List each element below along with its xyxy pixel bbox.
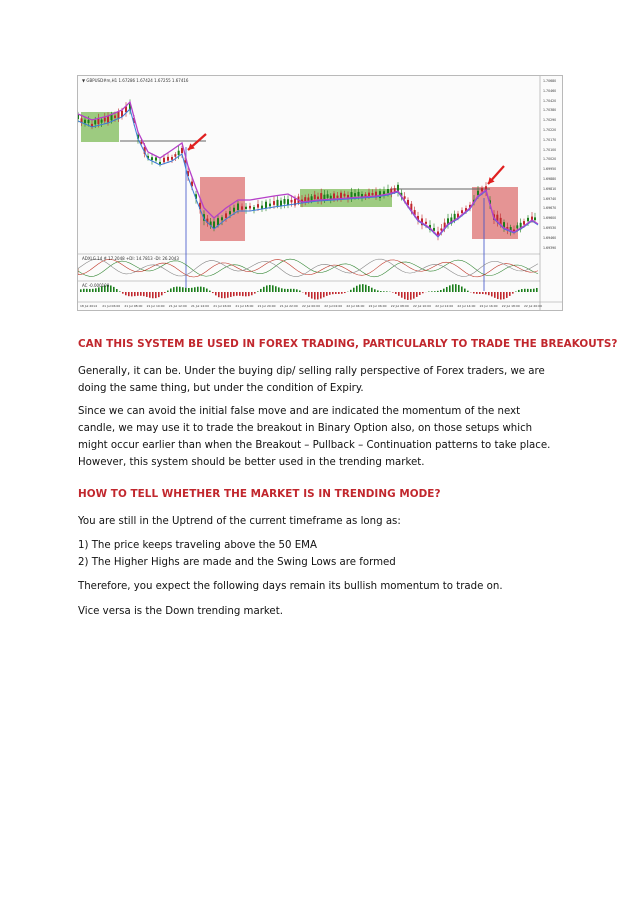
time-tick-label: 22 Jul 14:00 <box>457 304 476 308</box>
ac-histogram-bar <box>350 290 352 292</box>
ac-histogram-bar <box>449 285 451 292</box>
ac-histogram-bar <box>293 289 295 292</box>
candle-body <box>151 157 153 160</box>
candle-body <box>425 222 427 224</box>
ac-histogram-bar <box>125 292 127 295</box>
candle-body <box>527 218 529 221</box>
time-tick-label: 22 Jul 04:00 <box>346 304 365 308</box>
ac-histogram-bar <box>230 292 232 297</box>
ac-histogram-bar <box>269 285 271 292</box>
section-heading-forex-breakouts: CAN THIS SYSTEM BE USED IN FOREX TRADING, PARTICULARLY TO TRADE THE BREAKOUTS? <box>78 338 618 350</box>
candle-body <box>372 193 374 195</box>
time-tick-label: 21 Jul 12:00 <box>168 304 187 308</box>
ac-histogram-bar <box>323 292 325 297</box>
chart-title: ▼ GBPUSD#m,H1 1.67286 1.67424 1.67255 1.67416 <box>82 78 189 83</box>
paragraph-avoid-false-move: Since we can avoid the initial false move and are indicated the momentum of the next candle, we may use it to trade the breakout in Binary Option also, on those setups which might occur earlier than when the Breakout – Pullback – Continuation patterns to take place. However, this system should be better used in the trending market. <box>78 406 551 468</box>
ac-histogram-bar <box>116 289 118 292</box>
ac-histogram-bar <box>257 291 259 292</box>
candle-body <box>178 151 180 155</box>
ac-histogram-bar <box>299 291 301 292</box>
ac-histogram-bar <box>197 287 199 292</box>
ac-histogram-bar <box>266 285 268 292</box>
candle-body <box>461 210 463 213</box>
ac-histogram-bar <box>167 291 169 292</box>
paragraph-uptrend-intro: You are still in the Uptrend of the current timeframe as long as: <box>78 516 401 527</box>
ac-histogram-bar <box>143 292 145 296</box>
ac-histogram-bar <box>296 289 298 292</box>
candle-body <box>249 206 251 209</box>
time-tick-label: 21 Jul 22:00 <box>279 304 298 308</box>
ac-histogram-bar <box>317 292 319 299</box>
ac-histogram-bar <box>146 292 148 297</box>
ac-histogram-bar <box>191 288 193 292</box>
forex-chart <box>77 75 563 311</box>
ac-histogram-bar <box>179 287 181 292</box>
ac-histogram-bar <box>242 292 244 296</box>
price-tick-label: 1.69390 <box>543 245 557 250</box>
time-tick-label: 21 Jul 16:00 <box>213 304 232 308</box>
ac-histogram-bar <box>467 291 469 292</box>
ac-histogram-bar <box>473 292 475 293</box>
ac-histogram-bar <box>188 288 190 292</box>
candle-body <box>261 206 263 209</box>
ac-histogram-bar <box>371 288 373 292</box>
ac-histogram-bar <box>332 292 334 294</box>
paragraph-therefore: Therefore, you expect the following days remain its bullish momentum to trade on. <box>78 581 503 592</box>
ac-histogram-bar <box>161 292 163 295</box>
ac-histogram-bar <box>290 289 292 292</box>
ac-histogram-bar <box>377 290 379 292</box>
candle-body <box>217 218 219 225</box>
ac-histogram-bar <box>509 292 511 296</box>
ac-histogram-bar <box>110 285 112 292</box>
ac-histogram-bar <box>479 292 481 294</box>
candle-body <box>101 120 103 123</box>
ac-histogram-bar <box>272 285 274 292</box>
ac-histogram-bar <box>140 292 142 296</box>
ac-histogram-bar <box>452 284 454 292</box>
ac-histogram-bar <box>95 288 97 292</box>
candle-body <box>320 193 322 199</box>
ac-histogram-bar <box>386 291 388 292</box>
price-tick-label: 1.69460 <box>543 235 557 240</box>
ac-histogram-bar <box>491 292 493 296</box>
ac-histogram-bar <box>413 292 415 299</box>
candle-body <box>265 202 267 209</box>
ac-histogram-bar <box>356 286 358 292</box>
ac-histogram-bar <box>218 292 220 297</box>
price-tick-label: 1.69600 <box>543 216 557 221</box>
ac-histogram-bar <box>89 289 91 292</box>
ac-histogram-bar <box>419 292 421 295</box>
candle-body <box>344 194 346 197</box>
candle-body <box>284 199 286 204</box>
ac-indicator-title: AC -0.000100 <box>82 283 110 288</box>
ac-histogram-bar <box>113 287 115 292</box>
candle-body <box>88 120 90 123</box>
ac-histogram-bar <box>152 292 154 298</box>
price-tick-label: 1.69950 <box>543 167 557 172</box>
candle-body <box>213 221 215 227</box>
ac-histogram-bar <box>464 289 466 292</box>
ac-histogram-bar <box>530 289 532 292</box>
ac-histogram-bar <box>383 291 385 292</box>
ac-histogram-bar <box>524 289 526 292</box>
ac-histogram-bar <box>329 292 331 295</box>
ac-histogram-bar <box>500 292 502 300</box>
paragraph-generally: Generally, it can be. Under the buying dip/ selling rally perspective of Forex traders, we are doing the same thing, but under the condition of Expiry. <box>78 366 545 394</box>
ac-histogram-bar <box>311 292 313 299</box>
candle-body <box>104 118 106 122</box>
ac-histogram-bar <box>488 292 490 295</box>
ac-histogram-bar <box>83 289 85 292</box>
price-tick-label: 1.70290 <box>543 118 557 123</box>
ac-histogram-bar <box>506 292 508 298</box>
ac-histogram-bar <box>482 292 484 294</box>
ac-histogram-bar <box>380 291 382 292</box>
ac-histogram-bar <box>281 288 283 292</box>
slow-ema-line <box>78 102 538 236</box>
candle-body <box>314 195 316 199</box>
chart-canvas <box>78 76 563 311</box>
candle-body <box>167 157 169 161</box>
time-tick-label: 21 Jul 18:00 <box>235 304 254 308</box>
ac-histogram-bar <box>305 292 307 295</box>
ac-histogram-bar <box>446 287 448 292</box>
time-tick-label: 18 Jul 2014 <box>80 304 97 308</box>
ac-histogram-bar <box>485 292 487 294</box>
ac-histogram-bar <box>221 292 223 298</box>
ac-histogram-bar <box>134 292 136 296</box>
ac-histogram-bar <box>395 292 397 294</box>
candle-body <box>174 154 176 157</box>
ac-histogram-bar <box>359 284 361 292</box>
ac-histogram-bar <box>233 292 235 296</box>
price-tick-label: 1.70220 <box>543 128 557 132</box>
candle-body <box>225 213 227 218</box>
price-tick-label: 1.70020 <box>543 157 557 162</box>
ac-histogram-bar <box>275 286 277 292</box>
candle-body <box>368 193 370 196</box>
ac-histogram-bar <box>314 292 316 299</box>
time-tick-label: 22 Jul 06:00 <box>368 304 387 308</box>
time-tick-label: 21 Jul 06:00 <box>102 304 121 308</box>
ac-histogram-bar <box>92 289 94 292</box>
candle-body <box>229 211 231 214</box>
price-tick-label: 1.70420 <box>543 98 557 103</box>
ac-histogram-bar <box>278 287 280 292</box>
candle-body <box>221 217 223 220</box>
ac-histogram-bar <box>404 292 406 299</box>
ac-histogram-bar <box>263 287 265 292</box>
ac-histogram-bar <box>518 290 520 292</box>
candle-body <box>181 148 183 153</box>
ac-histogram-bar <box>122 292 124 294</box>
ac-histogram-bar <box>401 292 403 298</box>
price-tick-label: 1.69810 <box>543 186 557 191</box>
price-tick-label: 1.69530 <box>543 226 557 230</box>
candle-body <box>534 217 536 220</box>
ac-histogram-bar <box>326 292 328 296</box>
ac-histogram-bar <box>248 292 250 296</box>
ac-histogram-bar <box>158 292 160 297</box>
ac-histogram-bar <box>155 292 157 298</box>
ac-histogram-bar <box>170 288 172 292</box>
candle-body <box>78 115 79 119</box>
adx-line <box>78 259 538 277</box>
ac-histogram-bar <box>254 292 256 294</box>
ac-histogram-bar <box>512 292 514 294</box>
price-tick-label: 1.70680 <box>543 79 557 83</box>
ac-histogram-bar <box>533 289 535 292</box>
ac-histogram-bar <box>215 292 217 295</box>
ac-histogram-bar <box>410 292 412 300</box>
ac-histogram-bar <box>458 285 460 292</box>
ac-histogram-bar <box>86 289 88 292</box>
ac-histogram-bar <box>335 292 337 294</box>
ac-histogram-bar <box>164 292 166 293</box>
price-tick-label: 1.69670 <box>543 206 557 211</box>
candle-body <box>404 196 406 198</box>
ac-histogram-bar <box>182 287 184 292</box>
candle-body <box>241 206 243 209</box>
ac-histogram-bar <box>128 292 130 296</box>
time-tick-label: 22 Jul 16:00 <box>479 304 498 308</box>
ac-histogram-bar <box>461 287 463 292</box>
price-tick-label: 1.70460 <box>543 88 557 93</box>
candle-body <box>354 193 356 196</box>
ac-histogram-bar <box>341 292 343 294</box>
candle-body <box>317 197 319 199</box>
ac-histogram-bar <box>338 292 340 294</box>
ac-histogram-bar <box>362 284 364 292</box>
candle-body <box>269 204 271 207</box>
ac-histogram-bar <box>431 291 433 292</box>
ac-histogram-bar <box>527 289 529 292</box>
ac-histogram-bar <box>98 287 100 292</box>
ac-histogram-bar <box>494 292 496 298</box>
ac-histogram-bar <box>392 292 394 293</box>
time-tick-label: 22 Jul 00:00 <box>302 304 320 308</box>
ac-histogram-bar <box>245 292 247 296</box>
candle-body <box>155 157 157 160</box>
ac-histogram-bar <box>251 292 253 295</box>
ac-histogram-bar <box>521 289 523 292</box>
ac-histogram-bar <box>308 292 310 297</box>
ac-histogram-bar <box>437 291 439 292</box>
ac-histogram-bar <box>212 292 214 293</box>
candle-body <box>280 201 282 207</box>
ac-histogram-bar <box>203 287 205 292</box>
ac-histogram-bar <box>476 292 478 294</box>
candle-body <box>337 196 339 198</box>
fast-ema-line <box>78 109 538 237</box>
candle-body <box>159 162 161 164</box>
ac-histogram-bar <box>320 292 322 299</box>
ac-histogram-bar <box>239 292 241 296</box>
candle-body <box>84 120 86 123</box>
time-tick-label: 21 Jul 14:00 <box>191 304 209 308</box>
candle-body <box>245 207 247 209</box>
ac-histogram-bar <box>284 289 286 292</box>
consolidation-box <box>81 112 119 142</box>
candle-body <box>163 158 165 162</box>
time-axis <box>78 302 540 311</box>
ac-histogram-bar <box>287 289 289 292</box>
ac-histogram-bar <box>131 292 133 296</box>
price-tick-label: 1.70380 <box>543 108 557 113</box>
time-tick-label: 22 Jul 02:00 <box>324 304 343 308</box>
candle-body <box>107 116 109 122</box>
ac-histogram-bar <box>536 288 538 292</box>
time-tick-label: 22 Jul 10:00 <box>413 304 431 308</box>
ac-histogram-bar <box>260 289 262 292</box>
ac-histogram-bar <box>209 291 211 292</box>
ac-histogram-bar <box>365 285 367 292</box>
ac-histogram-bar <box>227 292 229 298</box>
ac-histogram-bar <box>206 289 208 292</box>
candle-body <box>477 191 479 196</box>
ac-histogram-bar <box>185 288 187 292</box>
time-tick-label: 22 Jul 08:00 <box>390 304 409 308</box>
ac-histogram-bar <box>137 292 139 296</box>
ac-histogram-bar <box>368 286 370 292</box>
time-tick-label: 21 Jul 20:00 <box>257 304 276 308</box>
candle-body <box>333 193 335 199</box>
ac-histogram-bar <box>434 291 436 292</box>
price-tick-label: 1.70170 <box>543 137 557 142</box>
price-axis <box>540 76 563 252</box>
candle-body <box>277 200 279 206</box>
time-tick-label: 22 Jul 18:00 <box>501 304 520 308</box>
ac-histogram-bar <box>236 292 238 296</box>
candle-body <box>481 188 483 191</box>
ac-histogram-bar <box>455 284 457 292</box>
candle-body <box>516 225 518 228</box>
candle-body <box>237 204 239 210</box>
ac-histogram-bar <box>503 292 505 299</box>
ac-histogram-bar <box>119 291 121 292</box>
price-tick-label: 1.69880 <box>543 177 557 181</box>
ac-histogram-bar <box>416 292 418 297</box>
price-tick-label: 1.69740 <box>543 196 557 201</box>
price-tick-label: 1.70100 <box>543 147 557 152</box>
candle-body <box>327 194 329 198</box>
candle-body <box>291 200 293 202</box>
candle-body <box>114 116 116 118</box>
candle-body <box>287 199 289 205</box>
candle-body <box>358 192 360 196</box>
list-item-higher-highs: 2) The Higher Highs are made and the Swing Lows are formed <box>78 557 396 568</box>
candle-body <box>257 204 259 207</box>
time-tick-label: 22 Jul 12:00 <box>435 304 454 308</box>
ac-histogram-bar <box>149 292 151 298</box>
ac-histogram-bar <box>194 287 196 292</box>
ac-histogram-bar <box>422 292 424 293</box>
ac-histogram-bar <box>353 288 355 292</box>
ac-histogram-bar <box>407 292 409 300</box>
section-heading-trending-mode: HOW TO TELL WHETHER THE MARKET IS IN TRENDING MODE? <box>78 488 441 500</box>
ac-histogram-bar <box>398 292 400 296</box>
candle-body <box>233 208 235 212</box>
time-tick-label: 22 Jul 20:00 <box>524 304 542 308</box>
candle-body <box>97 119 99 124</box>
ac-histogram-bar <box>200 287 202 292</box>
ac-histogram-bar <box>80 289 82 292</box>
candle-body <box>387 189 389 193</box>
ac-histogram-bar <box>440 290 442 292</box>
time-tick-label: 21 Jul 10:00 <box>146 304 165 308</box>
ac-histogram-bar <box>176 287 178 292</box>
ac-histogram-bar <box>224 292 226 298</box>
time-tick-label: 21 Jul 08:00 <box>124 304 143 308</box>
ac-histogram-bar <box>497 292 499 299</box>
list-item-above-50-ema: 1) The price keeps traveling above the 50 EMA <box>78 540 317 551</box>
candle-body <box>273 201 275 205</box>
candle-body <box>171 157 173 160</box>
adx-indicator-title: ADXLG 14 # 17.2048 +DI: 14.7813 -DI: 26.2043 <box>82 256 179 261</box>
candle-body <box>253 207 255 210</box>
ac-histogram-bar <box>443 289 445 292</box>
paragraph-vice-versa: Vice versa is the Down trending market. <box>78 606 283 617</box>
ac-histogram-bar <box>173 287 175 292</box>
candle-body <box>94 120 96 124</box>
candle-body <box>523 221 525 224</box>
ac-histogram-bar <box>344 292 346 293</box>
ac-histogram-bar <box>374 289 376 292</box>
